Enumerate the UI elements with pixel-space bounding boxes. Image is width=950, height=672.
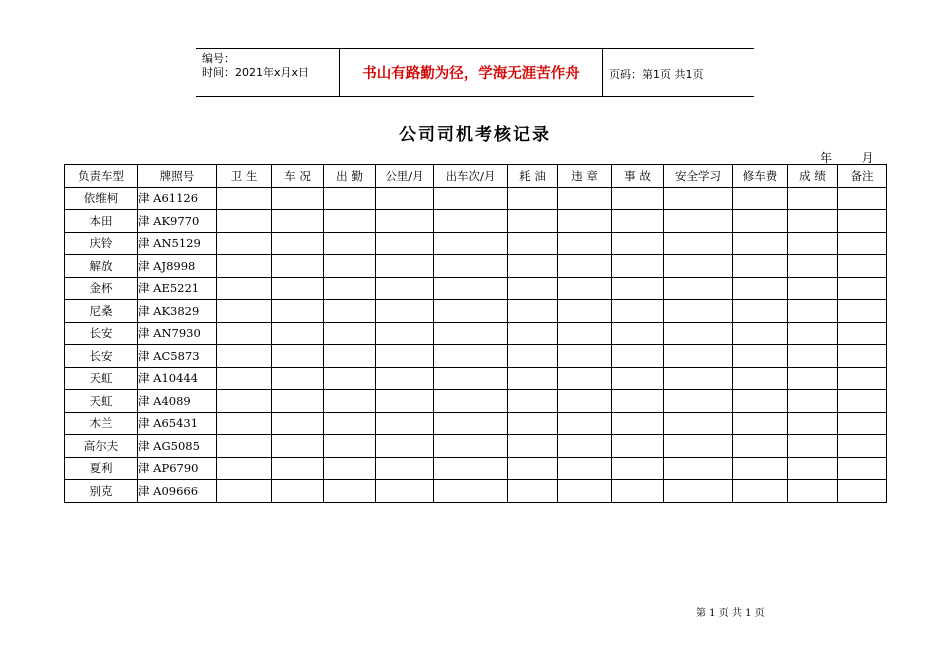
empty-score-cell[interactable] <box>733 255 788 278</box>
table-row <box>65 367 887 390</box>
empty-score-cell[interactable] <box>434 232 508 255</box>
table-header-row <box>65 165 887 188</box>
empty-score-cell[interactable] <box>612 390 664 413</box>
empty-score-cell[interactable] <box>664 187 733 210</box>
empty-score-cell[interactable] <box>508 300 558 323</box>
empty-score-cell[interactable] <box>788 435 838 458</box>
empty-score-cell[interactable] <box>376 232 434 255</box>
empty-score-cell[interactable] <box>733 435 788 458</box>
date-label: 时间：2021年x月x日 <box>202 66 310 79</box>
plate-number-cell: 津 A61126 <box>138 187 217 210</box>
empty-score-cell[interactable] <box>217 255 272 278</box>
column-header: 备注 <box>838 165 887 188</box>
empty-score-cell[interactable] <box>558 345 612 368</box>
empty-score-cell[interactable] <box>733 480 788 503</box>
empty-score-cell[interactable] <box>664 322 733 345</box>
empty-score-cell[interactable] <box>612 210 664 233</box>
empty-score-cell[interactable] <box>217 345 272 368</box>
empty-score-cell[interactable] <box>324 457 376 480</box>
vehicle-type-cell: 木兰 <box>65 412 138 435</box>
empty-score-cell[interactable] <box>376 367 434 390</box>
empty-score-cell[interactable] <box>838 255 887 278</box>
empty-score-cell[interactable] <box>508 367 558 390</box>
empty-score-cell[interactable] <box>558 322 612 345</box>
column-header: 违 章 <box>558 165 612 188</box>
empty-score-cell[interactable] <box>217 367 272 390</box>
empty-score-cell[interactable] <box>664 232 733 255</box>
empty-score-cell[interactable] <box>838 412 887 435</box>
empty-score-cell[interactable] <box>434 390 508 413</box>
column-header: 安全学习 <box>664 165 733 188</box>
empty-score-cell[interactable] <box>612 187 664 210</box>
empty-score-cell[interactable] <box>788 232 838 255</box>
empty-score-cell[interactable] <box>376 255 434 278</box>
empty-score-cell[interactable] <box>508 457 558 480</box>
empty-score-cell[interactable] <box>508 232 558 255</box>
empty-score-cell[interactable] <box>217 277 272 300</box>
empty-score-cell[interactable] <box>434 277 508 300</box>
empty-score-cell[interactable] <box>838 390 887 413</box>
empty-score-cell[interactable] <box>788 255 838 278</box>
empty-score-cell[interactable] <box>324 232 376 255</box>
empty-score-cell[interactable] <box>324 255 376 278</box>
plate-number-cell: 津 AP6790 <box>138 457 217 480</box>
vehicle-type-cell: 别克 <box>65 480 138 503</box>
motto-text: 书山有路勤为径，学海无涯苦作舟 <box>362 66 580 82</box>
header-meta <box>202 52 309 80</box>
empty-score-cell[interactable] <box>376 457 434 480</box>
empty-score-cell[interactable] <box>664 367 733 390</box>
empty-score-cell[interactable] <box>272 412 324 435</box>
empty-score-cell[interactable] <box>558 187 612 210</box>
empty-score-cell[interactable] <box>558 390 612 413</box>
empty-score-cell[interactable] <box>838 435 887 458</box>
empty-score-cell[interactable] <box>733 232 788 255</box>
empty-score-cell[interactable] <box>272 255 324 278</box>
vehicle-type-cell: 夏利 <box>65 457 138 480</box>
table-row <box>65 480 887 503</box>
plate-number-cell: 津 AC5873 <box>138 345 217 368</box>
empty-score-cell[interactable] <box>733 390 788 413</box>
empty-score-cell[interactable] <box>508 277 558 300</box>
empty-score-cell[interactable] <box>217 480 272 503</box>
table-row <box>65 345 887 368</box>
empty-score-cell[interactable] <box>788 390 838 413</box>
plate-number-cell: 津 AN7930 <box>138 322 217 345</box>
vehicle-type-cell: 本田 <box>65 210 138 233</box>
column-header: 公里/月 <box>376 165 434 188</box>
empty-score-cell[interactable] <box>788 277 838 300</box>
empty-score-cell[interactable] <box>272 345 324 368</box>
column-header: 车 况 <box>272 165 324 188</box>
empty-score-cell[interactable] <box>788 345 838 368</box>
column-header: 修车费 <box>733 165 788 188</box>
empty-score-cell[interactable] <box>612 412 664 435</box>
empty-score-cell[interactable] <box>558 457 612 480</box>
empty-score-cell[interactable] <box>558 412 612 435</box>
empty-score-cell[interactable] <box>324 322 376 345</box>
empty-score-cell[interactable] <box>434 345 508 368</box>
vehicle-type-cell: 长安 <box>65 322 138 345</box>
header-divider-right <box>602 48 603 97</box>
empty-score-cell[interactable] <box>434 435 508 458</box>
vehicle-type-cell: 尼桑 <box>65 300 138 323</box>
empty-score-cell[interactable] <box>217 412 272 435</box>
empty-score-cell[interactable] <box>324 390 376 413</box>
empty-score-cell[interactable] <box>664 457 733 480</box>
plate-number-cell: 津 AK3829 <box>138 300 217 323</box>
empty-score-cell[interactable] <box>612 277 664 300</box>
empty-score-cell[interactable] <box>272 277 324 300</box>
empty-score-cell[interactable] <box>272 210 324 233</box>
year-label: 年 <box>820 151 833 165</box>
empty-score-cell[interactable] <box>733 367 788 390</box>
empty-score-cell[interactable] <box>558 255 612 278</box>
plate-number-cell: 津 AE5221 <box>138 277 217 300</box>
empty-score-cell[interactable] <box>272 435 324 458</box>
plate-number-cell: 津 AJ8998 <box>138 255 217 278</box>
empty-score-cell[interactable] <box>664 277 733 300</box>
table-row <box>65 277 887 300</box>
empty-score-cell[interactable] <box>612 322 664 345</box>
empty-score-cell[interactable] <box>838 187 887 210</box>
table-row <box>65 322 887 345</box>
empty-score-cell[interactable] <box>838 277 887 300</box>
empty-score-cell[interactable] <box>612 435 664 458</box>
empty-score-cell[interactable] <box>558 480 612 503</box>
empty-score-cell[interactable] <box>733 277 788 300</box>
empty-score-cell[interactable] <box>508 412 558 435</box>
empty-score-cell[interactable] <box>612 345 664 368</box>
empty-score-cell[interactable] <box>558 367 612 390</box>
column-header: 卫 生 <box>217 165 272 188</box>
empty-score-cell[interactable] <box>324 277 376 300</box>
empty-score-cell[interactable] <box>733 210 788 233</box>
column-header: 负责车型 <box>65 165 138 188</box>
empty-score-cell[interactable] <box>376 322 434 345</box>
empty-score-cell[interactable] <box>272 457 324 480</box>
empty-score-cell[interactable] <box>434 412 508 435</box>
empty-score-cell[interactable] <box>664 480 733 503</box>
empty-score-cell[interactable] <box>434 210 508 233</box>
empty-score-cell[interactable] <box>838 232 887 255</box>
plate-number-cell: 津 A10444 <box>138 367 217 390</box>
empty-score-cell[interactable] <box>217 187 272 210</box>
empty-score-cell[interactable] <box>788 367 838 390</box>
empty-score-cell[interactable] <box>324 345 376 368</box>
month-label: 月 <box>861 151 874 165</box>
serial-label: 编号： <box>202 52 235 65</box>
empty-score-cell[interactable] <box>733 412 788 435</box>
table-body <box>65 187 887 502</box>
empty-score-cell[interactable] <box>558 300 612 323</box>
table-row <box>65 412 887 435</box>
empty-score-cell[interactable] <box>434 255 508 278</box>
empty-score-cell[interactable] <box>508 480 558 503</box>
empty-score-cell[interactable] <box>217 457 272 480</box>
empty-score-cell[interactable] <box>508 345 558 368</box>
empty-score-cell[interactable] <box>612 457 664 480</box>
driver-assessment-table <box>64 164 887 503</box>
empty-score-cell[interactable] <box>376 300 434 323</box>
empty-score-cell[interactable] <box>664 435 733 458</box>
column-header: 耗 油 <box>508 165 558 188</box>
empty-score-cell[interactable] <box>272 480 324 503</box>
empty-score-cell[interactable] <box>324 300 376 323</box>
table-row <box>65 187 887 210</box>
empty-score-cell[interactable] <box>733 300 788 323</box>
empty-score-cell[interactable] <box>324 187 376 210</box>
empty-score-cell[interactable] <box>376 412 434 435</box>
empty-score-cell[interactable] <box>434 187 508 210</box>
empty-score-cell[interactable] <box>508 390 558 413</box>
empty-score-cell[interactable] <box>376 480 434 503</box>
vehicle-type-cell: 依维柯 <box>65 187 138 210</box>
empty-score-cell[interactable] <box>217 300 272 323</box>
empty-score-cell[interactable] <box>508 187 558 210</box>
page-footer: 第 1 页 共 1 页 <box>696 608 765 619</box>
page-info: 页码：第1页 共1页 <box>609 68 704 81</box>
empty-score-cell[interactable] <box>664 255 733 278</box>
table-row <box>65 390 887 413</box>
empty-score-cell[interactable] <box>434 367 508 390</box>
table-row <box>65 255 887 278</box>
empty-score-cell[interactable] <box>612 232 664 255</box>
empty-score-cell[interactable] <box>376 187 434 210</box>
empty-score-cell[interactable] <box>508 255 558 278</box>
empty-score-cell[interactable] <box>788 412 838 435</box>
plate-number-cell: 津 A09666 <box>138 480 217 503</box>
empty-score-cell[interactable] <box>376 345 434 368</box>
empty-score-cell[interactable] <box>217 435 272 458</box>
empty-score-cell[interactable] <box>272 367 324 390</box>
empty-score-cell[interactable] <box>558 277 612 300</box>
empty-score-cell[interactable] <box>508 435 558 458</box>
vehicle-type-cell: 天虹 <box>65 390 138 413</box>
empty-score-cell[interactable] <box>272 322 324 345</box>
empty-score-cell[interactable] <box>788 480 838 503</box>
empty-score-cell[interactable] <box>838 480 887 503</box>
empty-score-cell[interactable] <box>664 300 733 323</box>
empty-score-cell[interactable] <box>558 210 612 233</box>
vehicle-type-cell: 金杯 <box>65 277 138 300</box>
empty-score-cell[interactable] <box>434 457 508 480</box>
table-row <box>65 210 887 233</box>
vehicle-type-cell: 解放 <box>65 255 138 278</box>
empty-score-cell[interactable] <box>272 187 324 210</box>
empty-score-cell[interactable] <box>664 390 733 413</box>
empty-score-cell[interactable] <box>508 322 558 345</box>
empty-score-cell[interactable] <box>324 412 376 435</box>
column-header: 事 故 <box>612 165 664 188</box>
empty-score-cell[interactable] <box>508 210 558 233</box>
empty-score-cell[interactable] <box>217 232 272 255</box>
column-header: 牌照号 <box>138 165 217 188</box>
empty-score-cell[interactable] <box>612 367 664 390</box>
empty-score-cell[interactable] <box>838 345 887 368</box>
empty-score-cell[interactable] <box>838 322 887 345</box>
empty-score-cell[interactable] <box>272 390 324 413</box>
empty-score-cell[interactable] <box>612 255 664 278</box>
plate-number-cell: 津 AN5129 <box>138 232 217 255</box>
plate-number-cell: 津 AG5085 <box>138 435 217 458</box>
table-row <box>65 435 887 458</box>
empty-score-cell[interactable] <box>324 435 376 458</box>
empty-score-cell[interactable] <box>612 480 664 503</box>
empty-score-cell[interactable] <box>664 210 733 233</box>
empty-score-cell[interactable] <box>376 277 434 300</box>
table-row <box>65 232 887 255</box>
empty-score-cell[interactable] <box>788 210 838 233</box>
column-header: 成 绩 <box>788 165 838 188</box>
column-header: 出车次/月 <box>434 165 508 188</box>
vehicle-type-cell: 庆铃 <box>65 232 138 255</box>
document-title: 公司司机考核记录 <box>399 125 551 145</box>
empty-score-cell[interactable] <box>788 322 838 345</box>
empty-score-cell[interactable] <box>788 187 838 210</box>
plate-number-cell: 津 A4089 <box>138 390 217 413</box>
plate-number-cell: 津 AK9770 <box>138 210 217 233</box>
empty-score-cell[interactable] <box>733 345 788 368</box>
table-row <box>65 300 887 323</box>
empty-score-cell[interactable] <box>788 300 838 323</box>
empty-score-cell[interactable] <box>324 367 376 390</box>
empty-score-cell[interactable] <box>664 412 733 435</box>
empty-score-cell[interactable] <box>217 210 272 233</box>
empty-score-cell[interactable] <box>272 300 324 323</box>
empty-score-cell[interactable] <box>733 322 788 345</box>
vehicle-type-cell: 天虹 <box>65 367 138 390</box>
empty-score-cell[interactable] <box>838 457 887 480</box>
empty-score-cell[interactable] <box>376 390 434 413</box>
empty-score-cell[interactable] <box>664 345 733 368</box>
empty-score-cell[interactable] <box>434 480 508 503</box>
empty-score-cell[interactable] <box>376 435 434 458</box>
empty-score-cell[interactable] <box>733 457 788 480</box>
empty-score-cell[interactable] <box>558 435 612 458</box>
table-row <box>65 457 887 480</box>
empty-score-cell[interactable] <box>434 322 508 345</box>
empty-score-cell[interactable] <box>558 232 612 255</box>
column-header: 出 勤 <box>324 165 376 188</box>
empty-score-cell[interactable] <box>217 390 272 413</box>
plate-number-cell: 津 A65431 <box>138 412 217 435</box>
empty-score-cell[interactable] <box>217 322 272 345</box>
empty-score-cell[interactable] <box>838 210 887 233</box>
empty-score-cell[interactable] <box>376 210 434 233</box>
empty-score-cell[interactable] <box>788 457 838 480</box>
empty-score-cell[interactable] <box>324 480 376 503</box>
empty-score-cell[interactable] <box>272 232 324 255</box>
empty-score-cell[interactable] <box>838 300 887 323</box>
empty-score-cell[interactable] <box>612 300 664 323</box>
empty-score-cell[interactable] <box>324 210 376 233</box>
header-bottom-rule <box>196 96 754 97</box>
empty-score-cell[interactable] <box>733 187 788 210</box>
vehicle-type-cell: 长安 <box>65 345 138 368</box>
empty-score-cell[interactable] <box>434 300 508 323</box>
vehicle-type-cell: 高尔夫 <box>65 435 138 458</box>
empty-score-cell[interactable] <box>838 367 887 390</box>
